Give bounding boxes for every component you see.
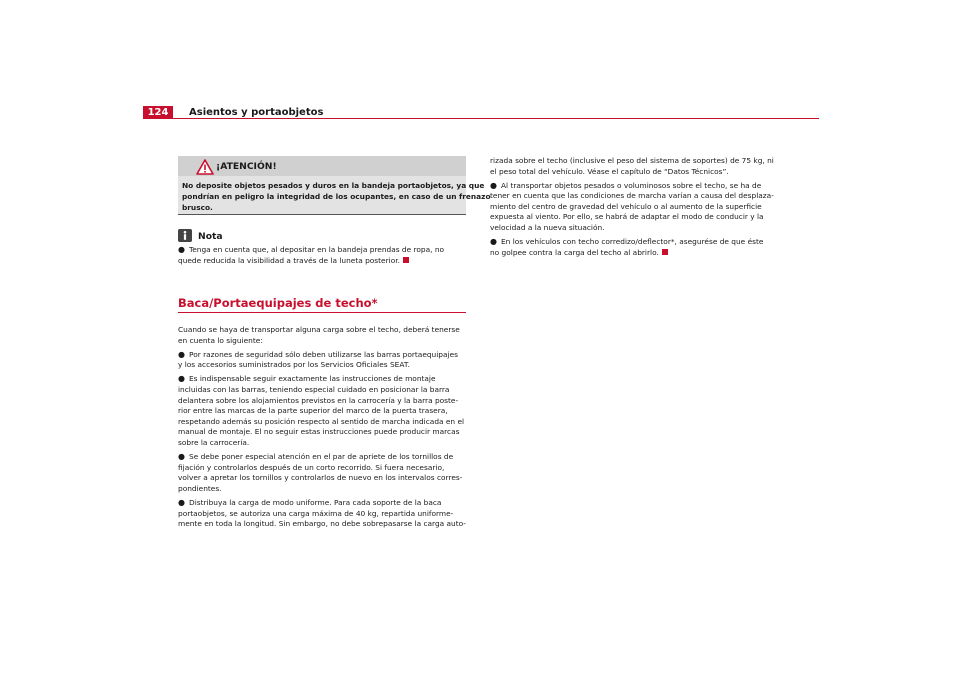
bullet-icon: ● — [178, 245, 185, 254]
section-heading: Baca/Portaequipajes de techo* — [178, 296, 466, 313]
text-line: mente en toda la longitud. Sin embargo, no debe sobrepasarse la carga auto- — [178, 519, 466, 529]
warning-header — [178, 156, 466, 176]
warning-line: No deposite objetos pesados y duros en la bandeja portaobjetos, ya que — [182, 181, 485, 190]
intro-paragraph — [178, 325, 468, 346]
bullet-icon: ● — [178, 497, 185, 507]
text-line: en cuenta lo siguiente: — [178, 335, 263, 345]
chapter-title: Asientos y portaobjetos — [189, 107, 324, 118]
text-line: sobre la carrocería. — [178, 437, 250, 447]
warning-text — [182, 180, 491, 213]
text-line: rizada sobre el techo (inclusive el peso del sistema de soportes) de 75 kg, ni — [490, 156, 774, 165]
end-of-section-icon — [662, 249, 668, 255]
right-column — [490, 156, 772, 262]
page-header — [143, 106, 819, 119]
text-line: volver a apretar los tornillos y controlarlos de nuevo en los intervalos corres- — [178, 473, 463, 483]
note-title: Nota — [198, 231, 223, 242]
bullet-item — [490, 237, 772, 258]
text-line: En los vehículos con techo corredizo/deflector*, asegurése de que éste — [501, 237, 764, 247]
note-info-icon — [178, 229, 192, 242]
bullet-item — [178, 350, 468, 371]
text-line: Se debe poner especial atención en el par de apriete de los tornillos de — [189, 452, 454, 462]
text-line: Es indispensable seguir exactamente las instrucciones de montaje — [189, 374, 436, 384]
bullet-icon: ● — [178, 349, 185, 359]
text-line: no golpee contra la carga del techo al abrirlo. — [490, 247, 659, 257]
note-text — [178, 245, 468, 266]
bullet-item — [178, 452, 468, 494]
text-line: portaobjetos, se autoriza una carga máxima de 40 kg, repartida uniforme- — [178, 508, 454, 518]
text-line: Distribuya la carga de modo uniforme. Para cada soporte de la baca — [189, 497, 442, 507]
continuation-paragraph — [490, 156, 772, 177]
text-line: expuesta al viento. Por ello, se habrá de adaptar el modo de conducir y la — [490, 212, 764, 222]
warning-line: brusco. — [182, 203, 213, 212]
text-line: tener en cuenta que las condiciones de marcha varían a causa del desplaza- — [490, 191, 774, 201]
text-line: incluidas con las barras, teniendo especial cuidado en posicionar la barra — [178, 384, 450, 394]
bullet-icon: ● — [178, 452, 185, 462]
page-number: 124 — [143, 106, 173, 119]
note-line: Tenga en cuenta que, al depositar en la bandeja prendas de ropa, no — [189, 245, 445, 254]
left-column — [178, 325, 468, 533]
text-line: Al transportar objetos pesados o voluminosos sobre el techo, se ha de — [501, 180, 762, 190]
text-line: y los accesorios suministrados por los Servicios Oficiales SEAT. — [178, 360, 410, 370]
text-line: respetando además su posición respecto al sentido de marcha indicada en el — [178, 416, 465, 426]
warning-title: ¡ATENCIÓN! — [216, 161, 277, 172]
bullet-icon: ● — [178, 374, 185, 384]
warning-box — [178, 156, 491, 215]
text-line: miento del centro de gravedad del vehículo o al aumento de la superficie — [490, 201, 762, 211]
note-line: quede reducida la visibilidad a través de la luneta posterior. — [178, 255, 400, 265]
end-of-section-icon — [403, 257, 409, 263]
text-line: delantera sobre los alojamientos previstos en la carrocería y la barra poste- — [178, 395, 459, 405]
text-line: el peso total del vehículo. Véase el capítulo de “Datos Técnicos”. — [490, 166, 729, 176]
text-line: Por razones de seguridad sólo deben utilizarse las barras portaequipajes — [189, 349, 458, 359]
bullet-icon: ● — [490, 237, 497, 247]
text-line: velocidad a la nueva situación. — [490, 223, 605, 233]
bullet-item — [178, 498, 468, 530]
text-line: pondientes. — [178, 483, 222, 493]
text-line: fijación y controlarlos después de un corto recorrido. Si fuera necesario, — [178, 462, 445, 472]
bullet-item — [490, 181, 772, 234]
text-line: Cuando se haya de transportar alguna carga sobre el techo, deberá tenerse — [178, 325, 460, 334]
text-line: rior entre las marcas de la parte superior del marco de la puerta trasera, — [178, 406, 448, 416]
text-line: manual de montaje. El no seguir estas instrucciones puede producir marcas — [178, 427, 460, 437]
bullet-icon: ● — [490, 180, 497, 190]
bullet-item — [178, 374, 468, 448]
warning-line: pondrían en peligro la integridad de los ocupantes, en caso de un frenazo — [182, 192, 491, 201]
warning-triangle-icon — [196, 159, 214, 175]
